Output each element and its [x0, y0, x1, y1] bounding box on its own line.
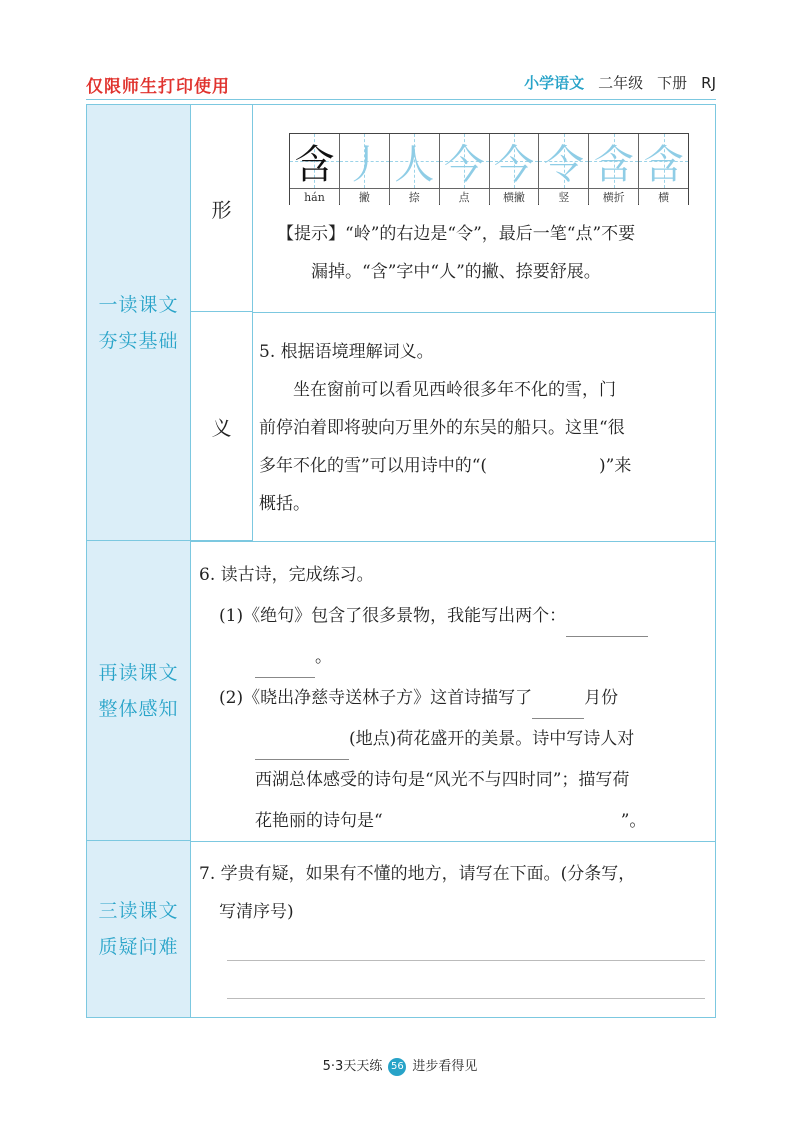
section-2-label: [87, 541, 191, 841]
print-notice: 仅限师生打印使用: [86, 77, 230, 97]
answer-line[interactable]: [227, 998, 705, 999]
section-3-line1: 三读课文: [98, 900, 179, 922]
answer-blank[interactable]: [566, 612, 648, 637]
question-7: [199, 855, 714, 931]
stroke-cell: 含 横折: [589, 134, 639, 204]
answer-line[interactable]: [227, 960, 705, 961]
footer-brand: 5·3天天练: [322, 1059, 383, 1074]
question-5: [259, 333, 709, 523]
footer-slogan: 进步看得见: [412, 1059, 478, 1074]
volume-label: 下册: [657, 74, 688, 92]
section-1-line2: 夯实基础: [98, 329, 179, 352]
q6-p2e: 花艳丽的诗句是“: [255, 811, 383, 831]
q6-p2f: ”。: [620, 811, 647, 831]
q5-title: 5. 根据语境理解词义。: [259, 342, 434, 362]
tip-text-1: “岭”的右边是“令”，最后一笔“点”不要: [345, 224, 636, 244]
section-2-line2: 整体感知: [98, 697, 179, 720]
q6-p1b: 。: [315, 647, 332, 667]
subject-label: 小学语文: [524, 74, 585, 92]
section-3-line2: 质疑问难: [98, 936, 179, 958]
q5-line3a: 多年不化的雪”可以用诗中的“(: [259, 456, 488, 476]
answer-blank[interactable]: [383, 817, 621, 842]
section-3-label: [87, 841, 191, 1017]
writing-tip: [277, 215, 707, 291]
q6-p2b: 月份: [584, 688, 619, 708]
answer-blank[interactable]: [255, 735, 349, 760]
q6-p1a: (1)《绝句》包含了很多景物，我能写出两个：: [219, 606, 567, 626]
q6-title: 6. 读古诗，完成练习。: [199, 565, 374, 585]
q5-line2: 前停泊着即将驶向万里外的东吴的船只。这里“很: [259, 418, 625, 438]
section-2-line1: 再读课文: [98, 661, 179, 684]
q5-line1: 坐在窗前可以看见西岭很多年不化的雪，门: [293, 380, 616, 400]
section-1-label: [87, 105, 191, 541]
stroke-cell: 令 竖: [539, 134, 589, 204]
divider: [253, 312, 715, 313]
answer-blank[interactable]: [255, 653, 315, 678]
question-6: [199, 555, 709, 842]
q5-line3b: )”来: [599, 456, 632, 476]
stroke-cell: 含 hán: [290, 134, 340, 204]
stroke-cell: 人 捺: [390, 134, 440, 204]
tip-text-2: 漏掉。“含”字中“人”的撇、捺要舒展。: [311, 262, 601, 282]
edition-label: RJ: [701, 74, 716, 92]
sub-label-yi: 义: [191, 312, 253, 541]
tip-label: 【提示】: [277, 224, 345, 244]
answer-blank[interactable]: [532, 694, 584, 719]
book-info: [510, 72, 716, 93]
header-divider: [86, 99, 716, 100]
q7-line2: 写清序号): [219, 902, 294, 922]
section-1-line1: 一读课文: [98, 293, 179, 316]
stroke-cell: 丿 撇: [340, 134, 390, 204]
grade-label: 二年级: [598, 74, 644, 92]
page-footer: [0, 1055, 800, 1076]
stroke-order-grid: [289, 133, 689, 205]
q6-p2a: (2)《晓出净慈寺送林子方》这首诗描写了: [219, 688, 533, 708]
stroke-cell: 今 点: [440, 134, 490, 204]
stroke-cell: 含 横: [639, 134, 688, 204]
sub-label-xing: 形: [191, 105, 253, 312]
q5-line4: 概括。: [259, 494, 310, 514]
worksheet-table: [86, 104, 716, 1018]
stroke-cell: 今 横撇: [490, 134, 540, 204]
q6-p2c: (地点)荷花盛开的美景。诗中写诗人对: [349, 729, 635, 749]
q7-line1: 7. 学贵有疑，如果有不懂的地方，请写在下面。(分条写，: [199, 864, 636, 884]
page-number: 56: [388, 1058, 406, 1076]
q6-p2d: 西湖总体感受的诗句是“风光不与四时同”；描写荷: [255, 770, 630, 790]
